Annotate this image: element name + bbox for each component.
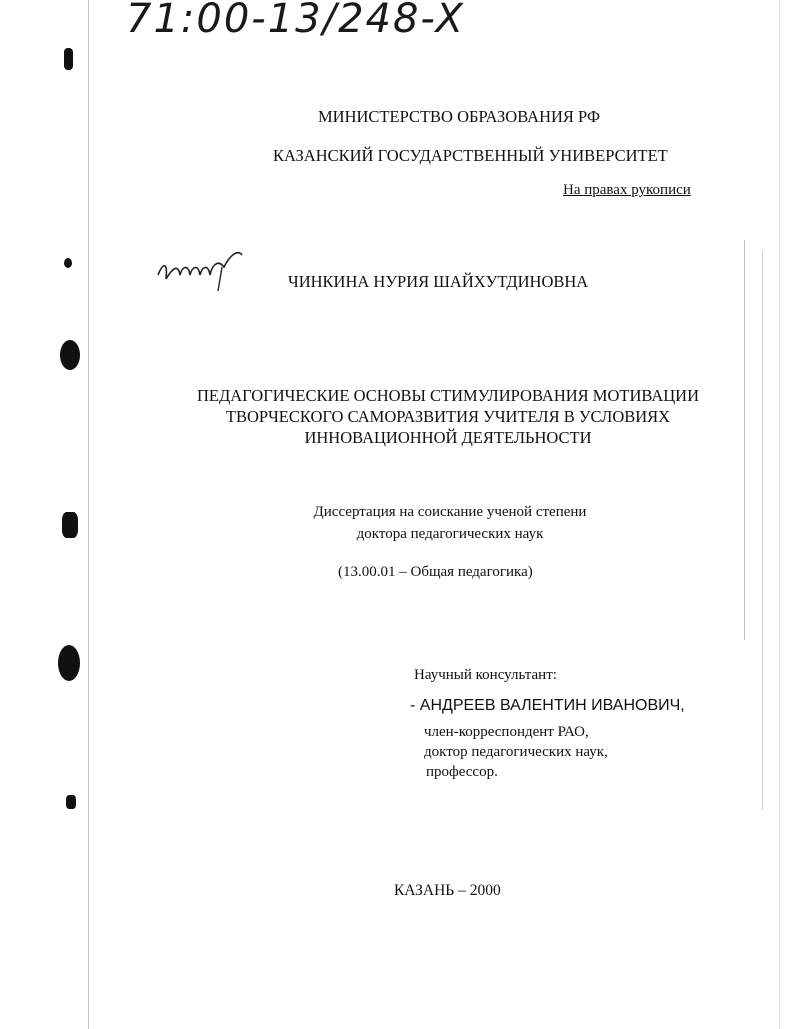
consultant-label: Научный консультант: [414,667,557,683]
degree-line: Диссертация на соискание ученой степени [313,504,587,520]
city-year: КАЗАНЬ – 2000 [394,882,501,899]
title-line: ПЕДАГОГИЧЕСКИЕ ОСНОВЫ СТИМУЛИРОВАНИЯ МОТИВАЦИИ [196,386,700,405]
consultant-name: - АНДРЕЕВ ВАЛЕНТИН ИВАНОВИЧ, [410,697,685,714]
manuscript-note: На правах рукописи [563,182,691,198]
scan-mark [60,340,80,370]
scan-mark [64,258,72,268]
specialty-code: (13.00.01 – Общая педагогика) [338,564,533,580]
dissertation-title [150,385,746,448]
handwritten-archive-number: 71:00-13/248-X [126,0,465,42]
scan-mark [64,48,73,70]
degree-statement [280,501,620,545]
university-heading: КАЗАНСКИЙ ГОСУДАРСТВЕННЫЙ УНИВЕРСИТЕТ [273,146,668,165]
scan-line [762,250,763,810]
scan-mark [62,512,78,538]
rank-line: профессор. [426,764,498,780]
ministry-heading: МИНИСТЕРСТВО ОБРАЗОВАНИЯ РФ [317,107,600,126]
scan-line [88,0,89,1029]
rank-line: член-корреспондент РАО, [424,724,589,740]
title-line: ИННОВАЦИОННОЙ ДЕЯТЕЛЬНОСТИ [304,428,592,447]
degree-line: доктора педагогических наук [356,526,544,542]
scan-line [779,0,780,1029]
consultant-rank [424,722,608,782]
title-line: ТВОРЧЕСКОГО САМОРАЗВИТИЯ УЧИТЕЛЯ В УСЛОВИЯХ [225,407,671,426]
scan-mark [58,645,80,681]
author-name: ЧИНКИНА НУРИЯ ШАЙХУТДИНОВНА [288,272,589,291]
handwritten-signature [152,245,248,295]
rank-line: доктор педагогических наук, [424,744,608,760]
scan-mark [66,795,76,809]
